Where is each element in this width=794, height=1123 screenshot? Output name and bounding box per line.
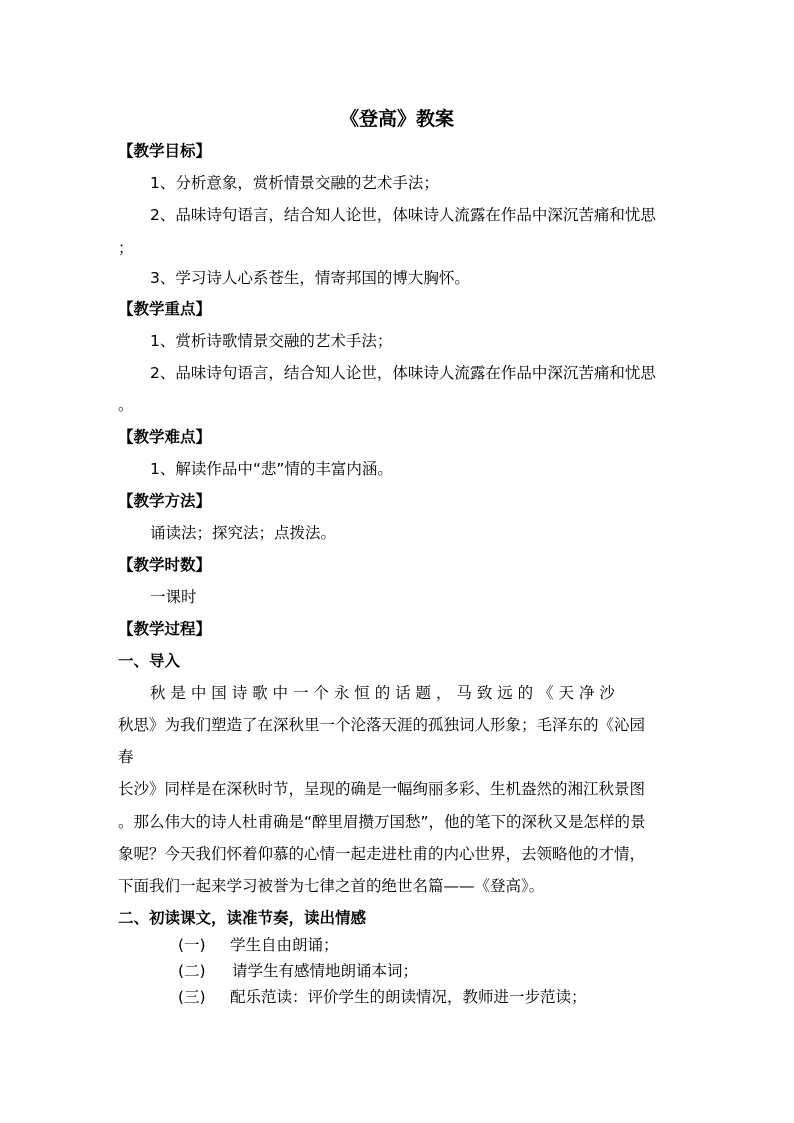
objective-3: 3、学习诗人心系苍生，情寄邦国的博大胸怀。 [150,269,470,287]
list-item-3: 配乐范读：评价学生的朗读情况，教师进一步范读； [230,988,587,1006]
methods-text: 诵读法；探究法；点拨法。 [150,524,337,542]
intro-para-line-3: 春 [118,748,134,766]
difficulty-1: 1、解读作品中“悲”情的丰富内涵。 [150,460,393,478]
list-item-2: 请学生有感情地朗诵本词； [232,962,419,980]
intro-para-line-2: 秋思》为我们塑造了在深秋里一个沦落天涯的孤独词人形象；毛泽东的《沁园 [118,716,646,734]
intro-para-line-1: 秋 是 中 国 诗 歌 中 一 个 永 恒 的 话 题 ， 马 致 远 的 《 天 净 沙 [150,684,615,702]
key-point-2-tail: 。 [118,396,134,414]
list-item-2-number: (二) [178,962,206,980]
section-heading-process: 【教学过程】 [118,620,212,638]
hours-text: 一课时 [150,588,197,606]
objective-2: 2、品味诗句语言，结合知人论世，体味诗人流露在作品中深沉苦痛和忧思 [150,206,656,224]
section-heading-key-points: 【教学重点】 [118,300,212,318]
subheading-intro: 一、导入 [118,652,181,670]
section-heading-hours: 【教学时数】 [118,556,212,574]
section-heading-difficulties: 【教学难点】 [118,428,212,446]
intro-para-line-4: 长沙》同样是在深秋时节，呈现的确是一幅绚丽多彩、生机盎然的湘江秋景图 [118,780,646,798]
intro-para-line-6: 象呢？今天我们怀着仰慕的心情一起走进杜甫的内心世界，去领略他的才情， [118,845,646,863]
intro-para-line-5: 。那么伟大的诗人杜甫确是“醉里眉攒万国愁”，他的笔下的深秋又是怎样的景 [118,813,646,831]
key-point-1: 1、赏析诗歌情景交融的艺术手法； [150,332,393,350]
objective-1: 1、分析意象，赏析情景交融的艺术手法； [150,174,439,192]
key-point-2: 2、品味诗句语言，结合知人论世，体味诗人流露在作品中深沉苦痛和忧思 [150,364,656,382]
list-item-1-number: (一) [178,936,206,954]
section-heading-objectives: 【教学目标】 [118,142,212,160]
list-item-1: 学生自由朗诵； [230,936,339,954]
objective-2-tail: ； [118,239,134,257]
intro-para-line-7: 下面我们一起来学习被誉为七律之首的绝世名篇——《登高》。 [118,877,545,895]
list-item-3-number: (三) [178,988,206,1006]
doc-title: 《登高》教案 [339,108,454,130]
subheading-first-reading: 二、初读课文，读准节奏，读出情感 [118,909,367,927]
section-heading-methods: 【教学方法】 [118,492,212,510]
